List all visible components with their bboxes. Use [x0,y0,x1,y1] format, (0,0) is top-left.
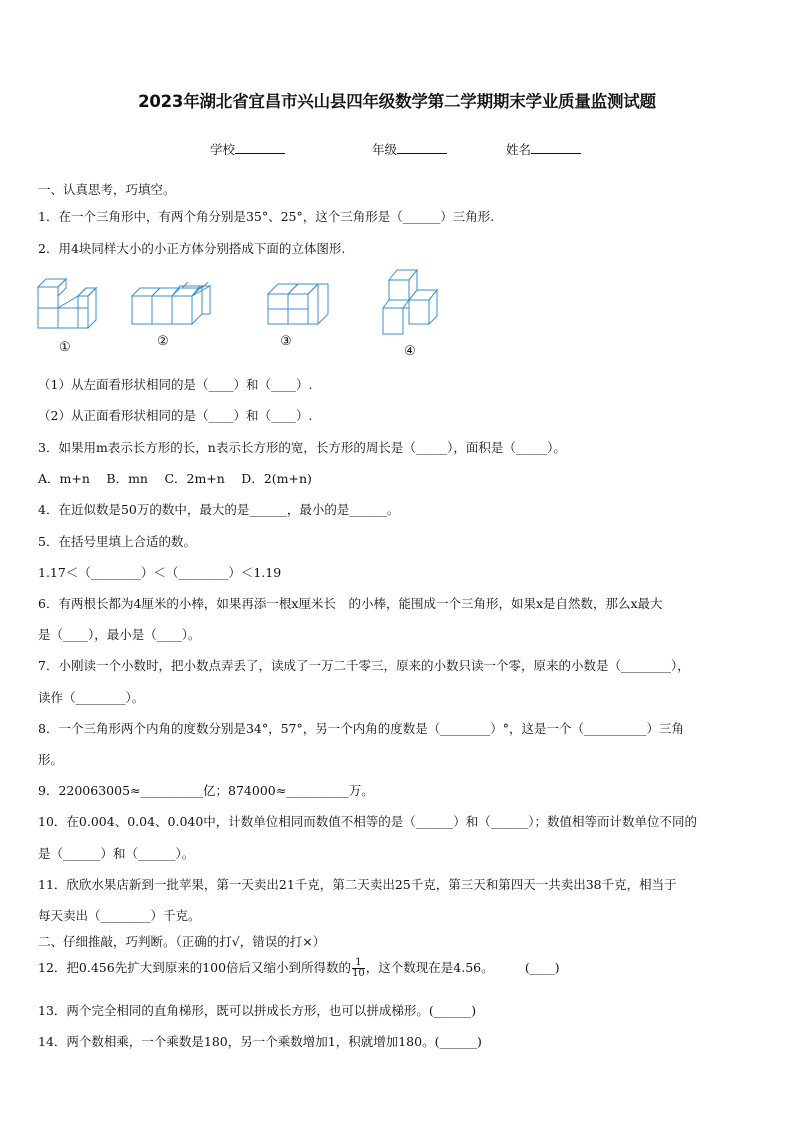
question-7-line-2: 读作（________）。 [38,690,145,705]
question-10-line-1: 10．在0.004、0.04、0.040中，计数单位相同而数值不相等的是（______）和（______）；数值相等而计数单位不同的 [38,814,698,829]
cube-figure-2 [130,282,214,328]
question-14: 14．两个数相乘，一个乘数是180，另一个乘数增加1，积就增加180。(______) [38,1034,482,1049]
name-field[interactable] [506,140,581,158]
question-11-line-1: 11．欣欣水果店新到一批苹果，第一天卖出21千克，第二天卖出25千克，第三天和第四天一共卖出38千克，相当于 [38,877,677,892]
cube-figure-4 [381,268,445,340]
question-6-line-1: 6．有两根长都为4厘米的小棒，如果再添一根x厘米长 的小棒，能围成一个三角形，如果x是自然数，那么x最大 [38,596,663,611]
grade-field[interactable] [372,140,447,158]
school-label: 学校 [210,142,236,157]
grade-label: 年级 [372,142,398,157]
question-10-line-2: 是（______）和（______）。 [38,846,195,861]
question-7-line-1: 7．小刚读一个小数时，把小数点弄丢了，读成了一万二千零三，原来的小数只读一个零，原来的小数是（________）， [38,658,690,673]
question-12-text-2: ，这个数现在是4.56。 (____) [365,960,560,975]
section-heading-fill-blank: 一、认真思考，巧填空。 [38,182,176,197]
question-5-inequality: 1.17＜（________）＜（________）＜1.19 [38,565,282,580]
question-5: 5．在括号里填上合适的数。 [38,534,196,549]
question-6-line-2: 是（____），最小是（____）。 [38,627,201,642]
school-field[interactable] [210,140,285,158]
page-title: 2023年湖北省宜昌市兴山县四年级数学第二学期期末学业质量监测试题 [138,92,656,111]
cube-figure-3 [266,280,332,328]
cube-figure-1 [36,276,100,332]
question-2: 2．用4块同样大小的小正方体分别搭成下面的立体图形. [38,241,346,256]
figure-label-2: ② [157,334,169,349]
fraction-numerator: 1 [352,958,365,969]
question-12 [38,958,560,979]
question-3-options: A．m+n B．mn C．2m+n D．2(m+n) [38,471,312,486]
question-13: 13．两个完全相同的直角梯形，既可以拼成长方形，也可以拼成梯形。(______) [38,1003,477,1018]
question-8-line-1: 8．一个三角形两个内角的度数分别是34°，57°，另一个内角的度数是（________）°，这是一个（__________）三角 [38,721,685,736]
question-2-part-2: （2）从正面看形状相同的是（____）和（____）. [38,408,313,423]
figure-label-3: ③ [280,334,292,349]
question-12-text-1: 12．把0.456先扩大到原来的100倍后又缩小到所得数的 [38,960,352,975]
name-label: 姓名 [506,142,532,157]
question-1: 1．在一个三角形中，有两个角分别是35°、25°，这个三角形是（______）三角形. [38,209,495,224]
fraction-denominator: 10 [352,968,365,979]
question-3: 3．如果用m表示长方形的长，n表示长方形的宽，长方形的周长是（_____），面积是（_____）。 [38,440,566,455]
fraction-one-tenth [352,958,365,979]
question-11-line-2: 每天卖出（________）千克。 [38,908,201,923]
section-heading-true-false: 二、仔细推敲，巧判断。（正确的打√，错误的打×） [38,934,326,949]
question-9: 9．220063005≈__________亿；874000≈__________万。 [38,783,374,798]
question-8-line-2: 形。 [38,752,64,767]
figure-label-1: ① [59,340,71,355]
question-2-part-1: （1）从左面看形状相同的是（____）和（____）. [38,377,313,392]
figure-label-4: ④ [404,344,416,359]
question-4: 4．在近似数是50万的数中，最大的是______，最小的是______。 [38,502,400,517]
